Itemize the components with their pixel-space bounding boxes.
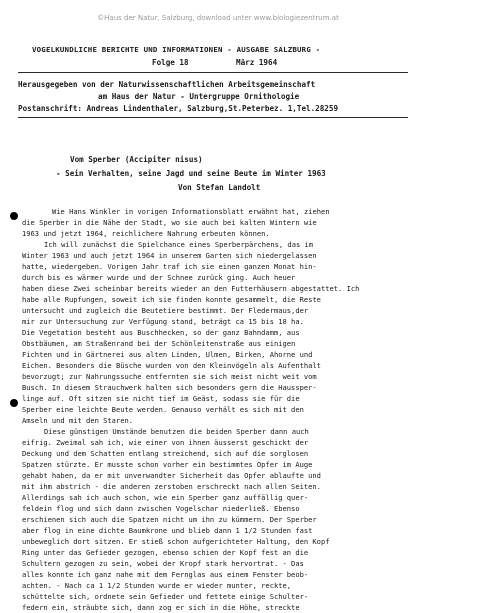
- body-line: eifrig. Zweimal sah ich, wie einer von ihnen äusserst geschickt der: [22, 438, 309, 447]
- body-line: Diese günstigen Umstände benutzen die beiden Sperber dann auch: [44, 427, 309, 436]
- body-line: federn ein, sträubte sich, dann zog er sich in die Höhe, streckte: [22, 603, 300, 612]
- publisher-line-2: am Haus der Natur - Untergruppe Ornithologie: [98, 92, 300, 101]
- issue-date: März 1964: [236, 58, 278, 67]
- body-line: bevorzugt; zur Nahrungssuche entfernten sie sich meist nicht weit vom: [22, 372, 317, 381]
- header-divider-bottom: [18, 117, 408, 118]
- body-line: Fichten und in Gärtnerei aus alten Linden, Ulmen, Birken, Ahorne und: [22, 350, 313, 359]
- body-line: Amseln und mit den Staren.: [22, 416, 134, 425]
- body-line: habe alle Rupfungen, soweit ich sie finden konnte gesammelt, die Reste: [22, 295, 321, 304]
- body-line: erschienen sich auch die Spatzen nicht um ihn zu kümmern. Der Sperber: [22, 515, 317, 524]
- body-line: linge auf. Oft sitzen sie nicht tief im Geäst, sodass sie für die: [22, 394, 300, 403]
- body-line: Spatzen stürzte. Er musste schon vorher ein bestimmtes Opfer im Auge: [22, 460, 313, 469]
- article-subtitle: - Sein Verhalten, seine Jagd und seine Beute im Winter 1963: [56, 169, 326, 178]
- body-line: Obstbäumen, am Straßenrand bei der Schönleitenstraße aus einigen: [22, 339, 296, 348]
- article-author: Von Stefan Landolt: [178, 183, 261, 192]
- body-line: Busch. In diesem Strauchwerk halten sich besonders gern die Haussper-: [22, 383, 317, 392]
- publisher-address: Postanschrift: Andreas Lindenthaler, Salzburg,St.Peterbez. 1,Tel.28259: [18, 104, 339, 113]
- body-line: mit ihm abstrich - die anderen zerstoben erschreckt nach allen Seiten.: [22, 482, 321, 491]
- article-title: Vom Sperber (Accipiter nisus): [70, 155, 203, 164]
- body-line: unbeweglich dort sitzen. Er stieß schon aufgerichteter Haltung, den Kopf: [22, 537, 330, 546]
- body-line: hatte, wiedergeben. Vorigen Jahr traf ich sie einen ganzen Monat hin-: [22, 262, 317, 271]
- body-line: achten. - Nach ca 1 1/2 Stunden wurde er wieder munter, reckte,: [22, 581, 292, 590]
- body-line: feldein flog und sich dann zwischen Vogelschar niederließ. Ebenso: [22, 504, 300, 513]
- body-line: Eichen. Besonders die Büsche wurden von den Kleinvögeln als Aufenthalt: [22, 361, 321, 370]
- body-line: haben diese Zwei scheinbar bereits wieder an den Futterhäusern abgestattet. Ich: [22, 284, 360, 293]
- body-line: Allerdings sah ich auch schon, wie ein Sperber ganz auffällig quer-: [22, 493, 309, 502]
- body-line: Ring unter das Gefieder gezogen, ebenso schien der Kopf fest an die: [22, 548, 309, 557]
- issue-number: Folge 18: [152, 58, 189, 67]
- body-line: die Sperber in die Nähe der Stadt, wo sie auch bei kalten Wintern wie: [22, 218, 317, 227]
- copyright-watermark: ©Haus der Natur, Salzburg, download unter www.biologiezentrum.at: [97, 14, 339, 22]
- body-line: schüttelte sich, ordnete sein Gefieder und fettete einige Schulter-: [22, 592, 309, 601]
- body-line: 1963 und jetzt 1964, reichlichere Nahrung erbeuten können.: [22, 229, 270, 238]
- newsletter-title: VOGELKUNDLICHE BERICHTE UND INFORMATIONEN - AUSGABE SALZBURG -: [32, 45, 321, 54]
- body-line: mir zur Untersuchung zur Verfügung stand, beträgt ca 15 bis 18 ha.: [22, 317, 304, 326]
- body-line: Ich will zunächst die Spielchance eines Sperberpärchens, das im: [44, 240, 314, 249]
- body-line: aber flog in eine dichte Baumkrone und blieb dann 1 1/2 Stunden fast: [22, 526, 313, 535]
- body-line: durch bis es wärmer wurde und der Schnee zurück ging. Auch heuer: [22, 273, 296, 282]
- body-line: gehabt haben, da er mit unverwandter Sicherheit das Opfer ablaufte und: [22, 471, 321, 480]
- publisher-line-1: Herausgegeben von der Naturwissenschaftlichen Arbeitsgemeinschaft: [18, 80, 316, 89]
- body-line: untersucht und zugleich die Beutetiere bestimmt. Der Fledermaus,der: [22, 306, 309, 315]
- body-line: Die Vegetation besteht aus Buschhecken, so der ganz Bahndamm, aus: [22, 328, 300, 337]
- body-line: alles konnte ich ganz nahe mit dem Fernglas aus einem Fenster beob-: [22, 570, 309, 579]
- body-line: Winter 1963 und auch jetzt 1964 in unserem Garten sich niedergelassen: [22, 251, 317, 260]
- body-line: Schultern gezogen zu sein, wobei der Kropf stark hervortrat. - Das: [22, 559, 304, 568]
- header-divider-top: [18, 72, 408, 73]
- body-line: Sperber eine leichte Beute werden. Genauso verhält es sich mit den: [22, 405, 304, 414]
- body-line: Wie Hans Winkler in vorigen Informationsblatt erwähnt hat, ziehen: [52, 207, 330, 216]
- body-line: Deckung und dem Schatten entlang streichend, sich auf die sorglosen: [22, 449, 309, 458]
